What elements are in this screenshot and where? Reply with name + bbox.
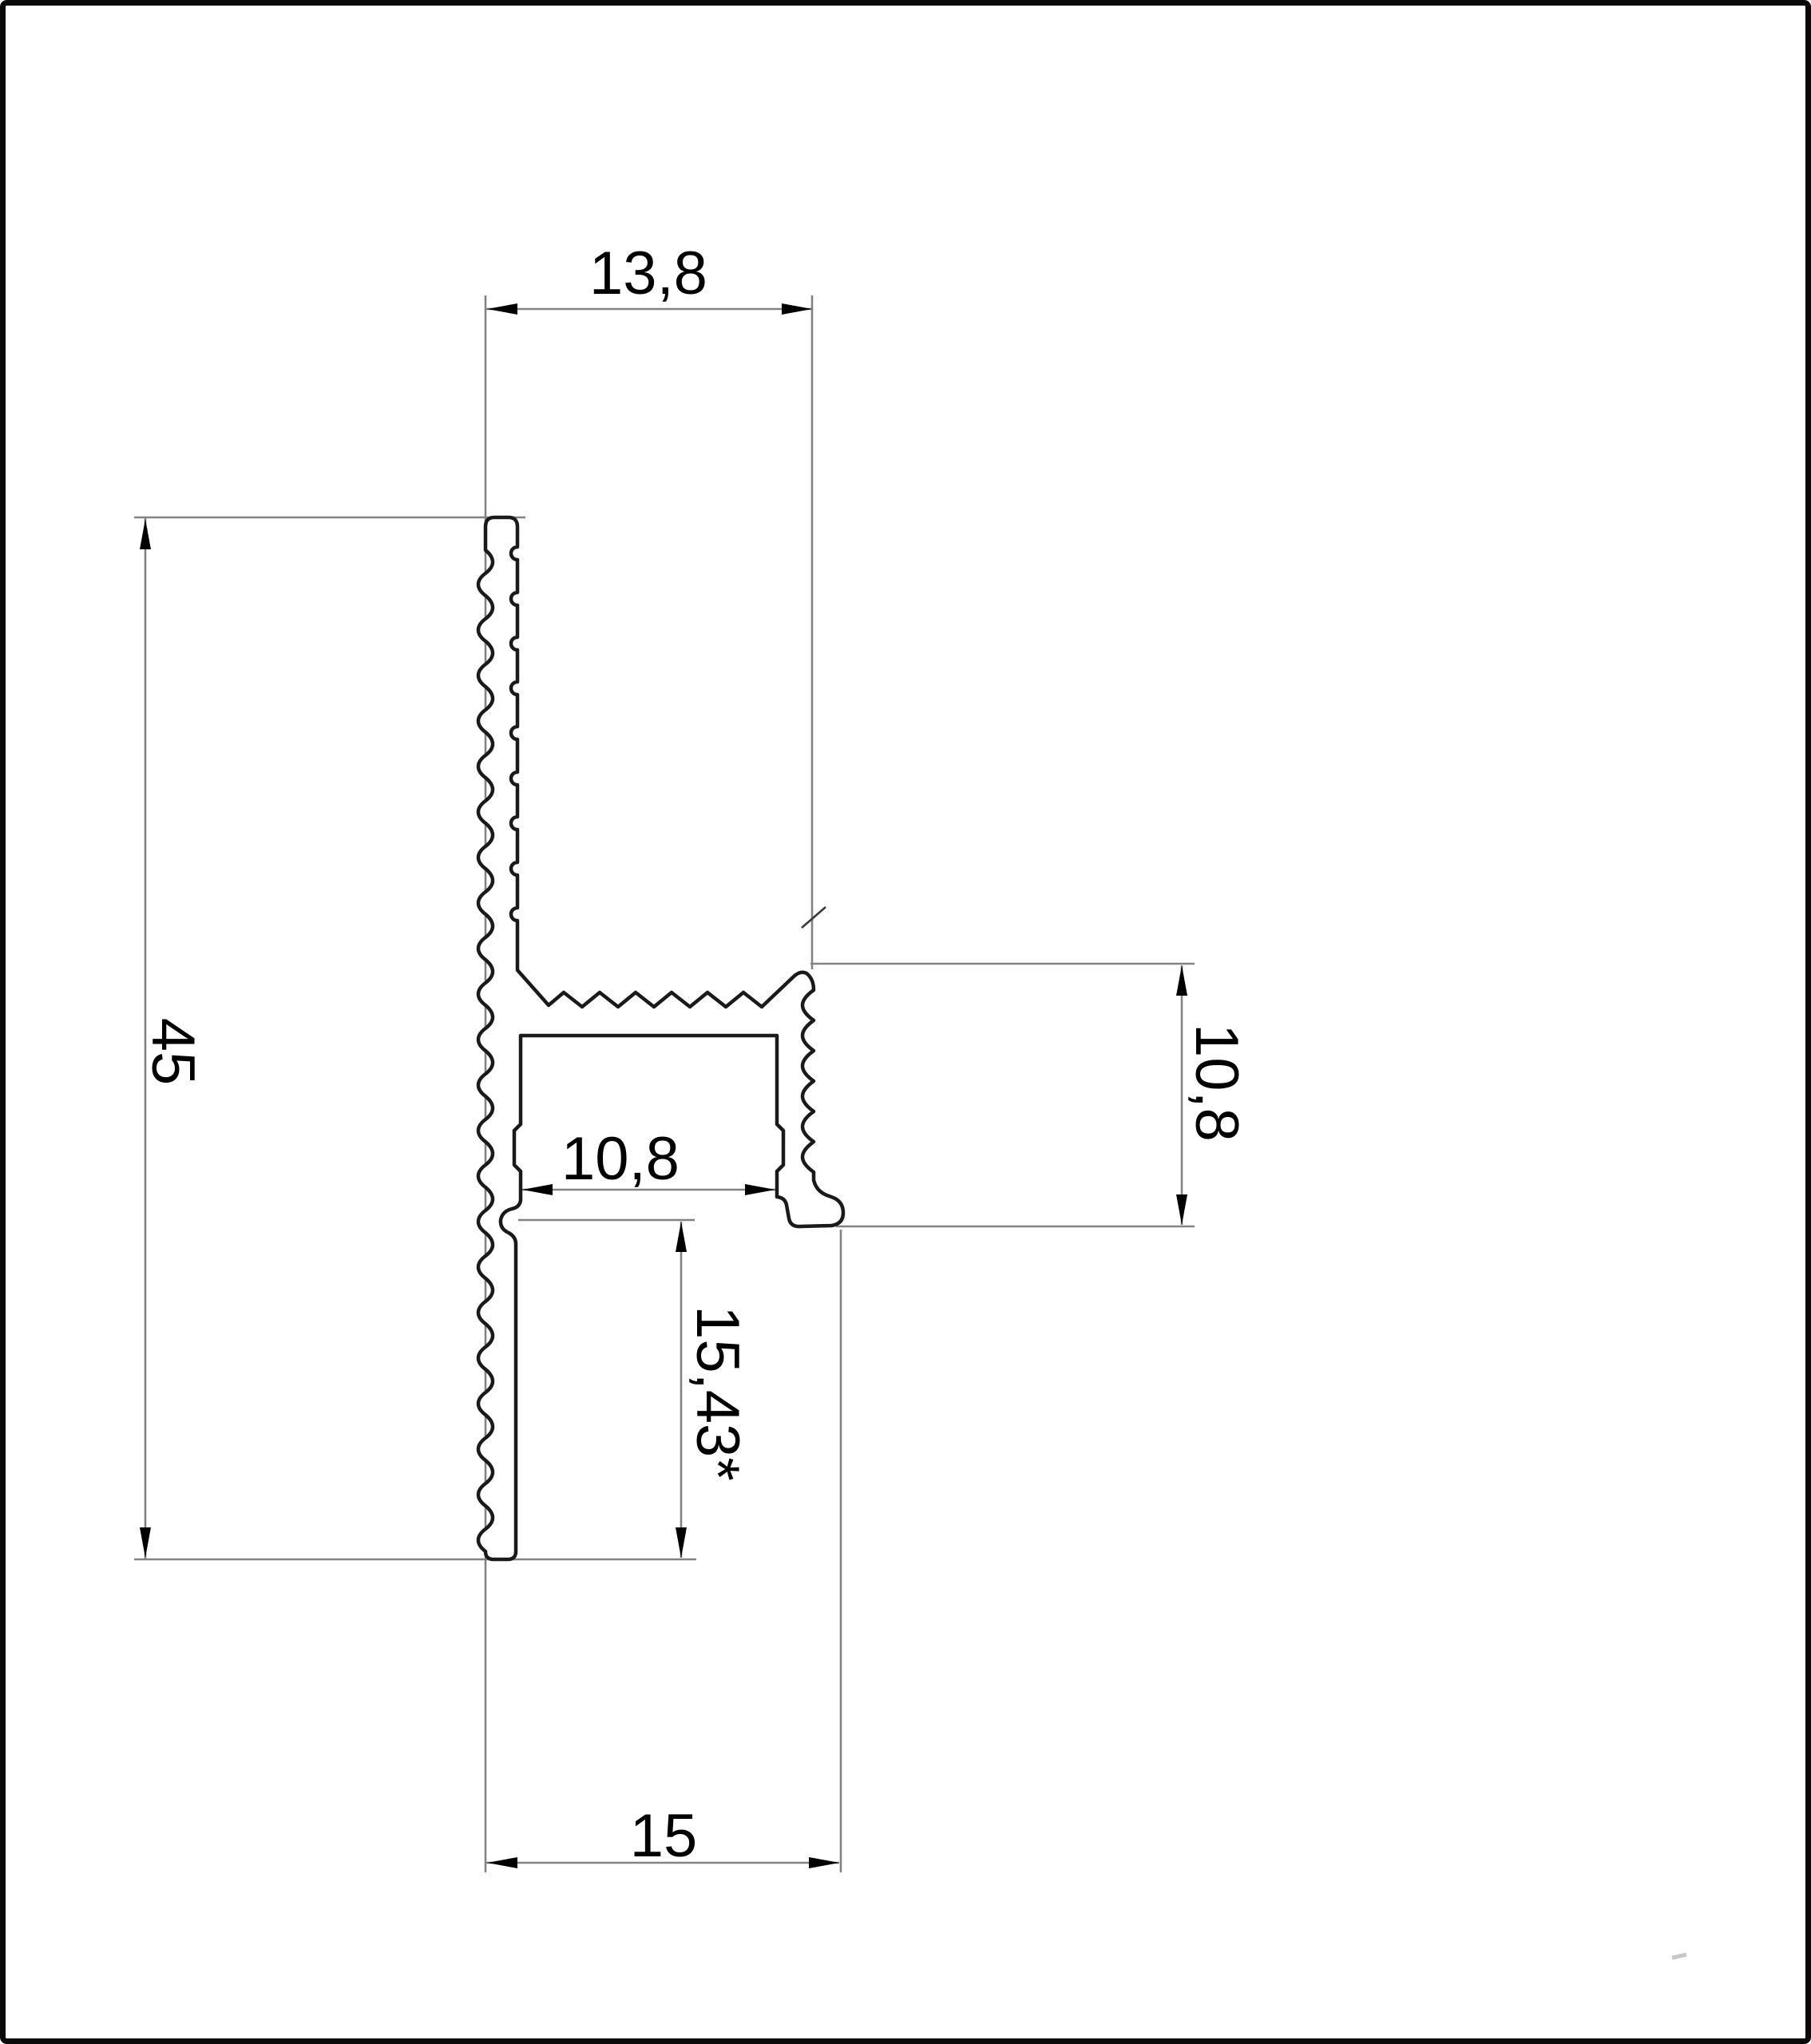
dim-bottom-width-label: 15 xyxy=(629,1802,698,1870)
arrow-bottom-width-left xyxy=(487,1857,517,1868)
page-border xyxy=(3,3,1809,2042)
dim-right-depth-label: 10,8 xyxy=(1183,1024,1250,1142)
extension-break-tick xyxy=(802,907,826,928)
dim-leg-height-label: 15,43* xyxy=(684,1305,751,1481)
arrow-leg-top xyxy=(676,1222,687,1252)
arrow-height-bottom xyxy=(140,1527,151,1558)
dimension-arrows xyxy=(140,303,1187,1868)
arrow-top-width-right xyxy=(782,303,812,315)
arrow-channel-right xyxy=(745,1184,775,1195)
arrow-bottom-width-right xyxy=(809,1857,839,1868)
arrow-height-top xyxy=(140,519,151,549)
arrow-right-depth-bottom xyxy=(1176,1194,1187,1225)
dimension-lines xyxy=(134,295,1195,1872)
arrow-right-depth-top xyxy=(1176,965,1187,996)
dim-channel-width-label: 10,8 xyxy=(561,1125,680,1193)
arrow-leg-bottom xyxy=(676,1527,687,1558)
arrow-top-width-left xyxy=(487,303,517,315)
print-artifact-mark xyxy=(1672,1955,1686,1958)
dim-overall-height-label: 45 xyxy=(139,1017,207,1086)
profile-outline xyxy=(478,517,843,1559)
arrow-channel-left xyxy=(522,1184,553,1195)
dim-top-width-label: 13,8 xyxy=(589,240,707,307)
